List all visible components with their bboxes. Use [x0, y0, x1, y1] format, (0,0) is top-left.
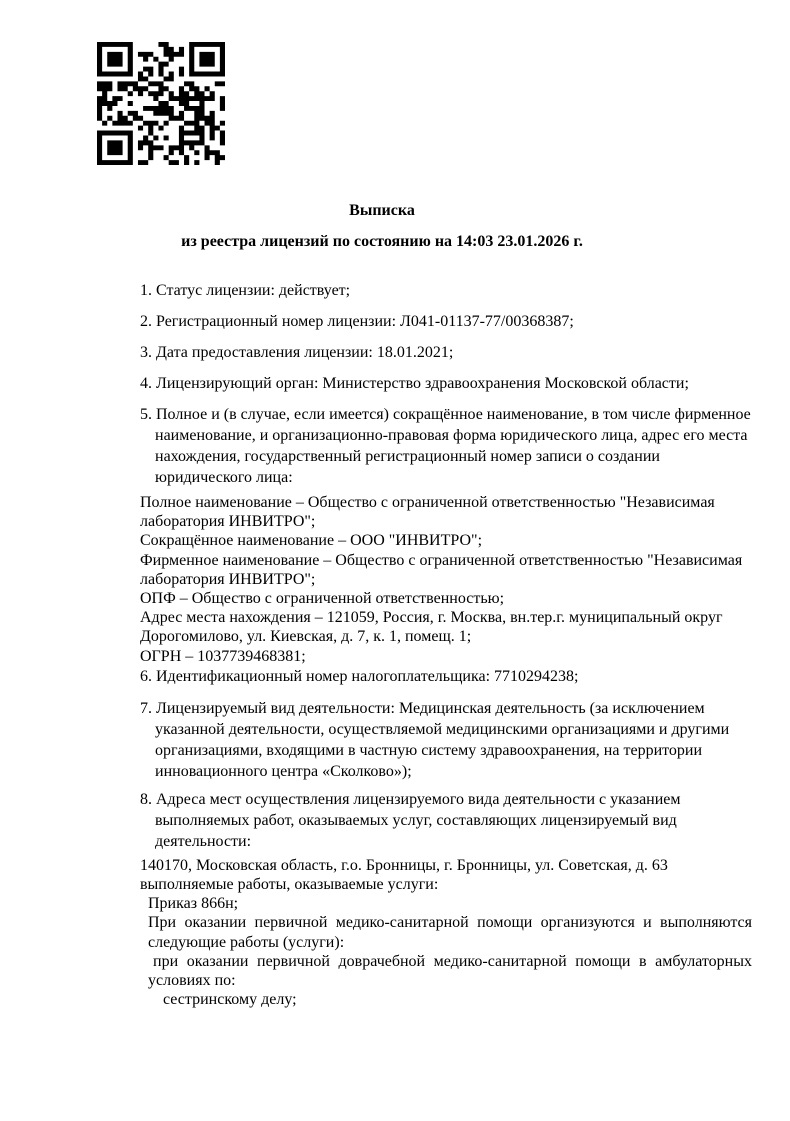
nursing-service-line: сестринскому делу;	[163, 991, 297, 1009]
addresses-section-heading: 8. Адреса мест осуществления лицензируемого вида деятельности с указанием выполняемых работ, оказываемых услуг, составляющих лицензируемый вид деятельности:	[140, 790, 681, 850]
license-status: 1. Статус лицензии: действует;	[140, 282, 351, 299]
names-section-heading: 5. Полное и (в случае, если имеется) сокращённое наименование, в том числе фирменное наименование, и организационно-правовая форма юридического лица, адрес его места нахождения, государственный регистрационный номер записи о создании юридического лица:	[140, 406, 751, 486]
document-heading	[140, 200, 624, 252]
activity-address-section	[140, 856, 752, 1010]
org-ogrn: ОГРН – 1037739468381;	[140, 647, 306, 665]
pre-medical-care-paragraph: при оказании первичной доврачебной медико-санитарной помощи в амбулаторных условиях по:	[148, 952, 752, 990]
qr-code	[97, 42, 225, 165]
license-grant-date: 3. Дата предоставления лицензии: 18.01.2021;	[140, 344, 454, 361]
primary-care-paragraph: При оказании первичной медико-санитарной помощи организуются и выполняются следующие работы (услуги):	[148, 914, 752, 951]
licensed-activity: 7. Лицензируемый вид деятельности: Медицинская деятельность (за исключением указанной деятельности, осуществляемой медицинскими организациями и другими организациями, входящими в частную систему здравоохранения, на территории инновационного центра «Сколково»);	[140, 699, 730, 780]
document-content	[140, 200, 752, 1009]
license-reg-number: 2. Регистрационный номер лицензии: Л041-01137-77/00368387;	[140, 313, 574, 330]
taxpayer-number: 6. Идентификационный номер налогоплательщика: 7710294238;	[140, 667, 579, 685]
org-address: Адрес места нахождения – 121059, Россия, г. Москва, вн.тер.г. муниципальный округ Дорогомилово, ул. Киевская, д. 7, к. 1, помещ. 1;	[140, 609, 723, 646]
order-reference: Приказ 866н;	[148, 895, 239, 913]
activity-address-line: 140170, Московская область, г.о. Бронницы, г. Бронницы, ул. Советская, д. 63	[140, 856, 668, 874]
works-services-label: выполняемые работы, оказываемые услуги:	[140, 876, 439, 894]
organization-details	[140, 493, 752, 666]
org-legal-form: ОПФ – Общество с ограниченной ответственностью;	[140, 590, 505, 608]
licensing-authority: 4. Лицензирующий орган: Министерство здравоохранения Московской области;	[140, 375, 689, 392]
org-short-name: Сокращённое наименование – ООО "ИНВИТРО";	[140, 532, 483, 550]
license-details-list	[140, 280, 752, 1009]
page-title: Выписка	[349, 202, 415, 219]
page-subtitle: из реестра лицензий по состоянию на 14:03 23.01.2026 г.	[181, 233, 583, 250]
org-brand-name: Фирменное наименование – Общество с ограниченной ответственностью "Независимая лаборатория ИНВИТРО";	[140, 551, 743, 588]
org-full-name: Полное наименование – Общество с ограниченной ответственностью "Независимая лаборатория ИНВИТРО";	[140, 494, 715, 531]
